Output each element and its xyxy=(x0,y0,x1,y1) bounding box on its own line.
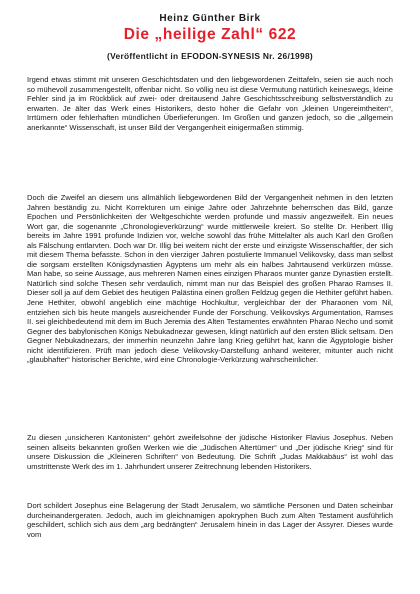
publication-note: (Veröffentlicht in EFODON-SYNESIS Nr. 26/1998) xyxy=(106,51,313,61)
body-paragraph-2: Doch die Zweifel an diesem uns allmählich liebgewordenen Bild der Vergangenheit nehmen in den letzten Jahren beständig zu. Nicht Korrekturen um einige Jahre oder Jahrzehnte beherrschen das Bild, ganze Epochen und Persönlichkeiten der Weltgeschichte werden profunde und massiv angezweifelt. Ein neues Wort gar, die sogenannte „Chronologieverkürzung“ wurde mittlerweile kreiert. So stellte Dr. Heribert Illig bereits im Jahre 1991 profunde Indizien vor, welche sowohl das frühe Mittelalter als auch Karl den Großen als Fälschung entlarvten. Doch war Dr. Illig bei weitem nicht der erste und einzigste Wissenschaftler, der sich mit diesem Thema befasste. Schon in den vierziger Jahren postulierte Immanuel Velikovsky, dass man selbst die sorgsam erstellten Königsdynastien Ägyptens um mehr als ein halbes Jahrtausend verkürzen müsse. Man habe, so seine Aussage, aus mehreren Namen eines einzigen Pharaos munter ganze Dynastien erstellt. Natürlich sind solche Thesen sehr verdaulich, nimmt man nur das Beispiel des großen Pharao Ramses II. Dieser soll ja auf dem Gebiet des heutigen Palästina einen großen Feldzug gegen die Hethiter geführt haben. Jene Hethiter, obwohl angeblich eine mächtige Hochkultur, vergleichbar der der Pharaonen vom Nil, entziehen sich bis heute mangels ausreichender Funde der Forschung. Velikovskys Argumentation, Ramses II. sei gleichbedeutend mit dem im Buch Jeremia des Alten Testamentes erwähnten Pharao Necho und somit Gegner des babylonischen Königs Nebukadnezar gewesen, klingt natürlich auf den ersten Blick seltsam. Den Gegner Nebukadnezars, der immerhin neunzehn Jahre lang Krieg geführt hat, kann die Ägyptologie bisher nicht identifizieren. Prüft man jedoch diese Velikovsky-Darstellung anhand weiterer, mitunter auch nicht „glaubhafter“ historischer Berichte, wird eine Chronologie-Verkürzung wahrscheinlicher. xyxy=(27,193,393,365)
author-name: Heinz Günther Birk xyxy=(159,13,261,24)
body-paragraph-4: Dort schildert Josephus eine Belagerung der Stadt Jerusalem, wo sämtliche Personen und Daten scheinbar durcheinandergeraten. Jedoch, auch im gleichnamigen apokryphen Buch zum Alten Testament ausführlich geschildert, schlich sich aus dem „arg bedrängten“ Jerusalem hinein in das Lager der Assyrer. Dieses wurde vom xyxy=(27,501,393,539)
body-paragraph-1: Irgend etwas stimmt mit unseren Geschichtsdaten und den liebgewordenen Zeittafeln, seien sie auch noch so mühevoll zusammengestellt, offenbar nicht. So völlig neu ist diese Vermutung natürlich keineswegs, kleine Fehler sind ja im Rückblick auf zwei- oder dreitausend Jahre Geschichtsschreibung selbstverständlich zu erwarten. Je älter das Werk eines Historikers, desto höher die Gefahr von „kleinen Ungereimtheiten“, Irrtümern oder fehlerhaften mündlichen Überlieferungen. Im Großen und ganzen jedoch, so die „allgemein anerkannte“ Wissenschaft, ist unser Bild der Vergangenheit einigermaßen stimmig. xyxy=(27,75,393,132)
body-paragraph-3: Zu diesen „unsicheren Kantonisten“ gehört zweifelsohne der jüdische Historiker Flavius Josephus. Neben seinen allseits bekannten großen Werken wie die „Jüdischen Altertümer“ und „Der jüdische Krieg“ sind für unsere Diskussion die „Kleineren Schriften“ von Bedeutung. Die Schrift „Judas Makkabäus“ ist wohl das umstrittenste Werk des im 1. Jahrhundert unserer Zeitrechnung lebenden Historikers. xyxy=(27,433,393,471)
article-title: Die „heilige Zahl“ 622 xyxy=(123,26,297,43)
